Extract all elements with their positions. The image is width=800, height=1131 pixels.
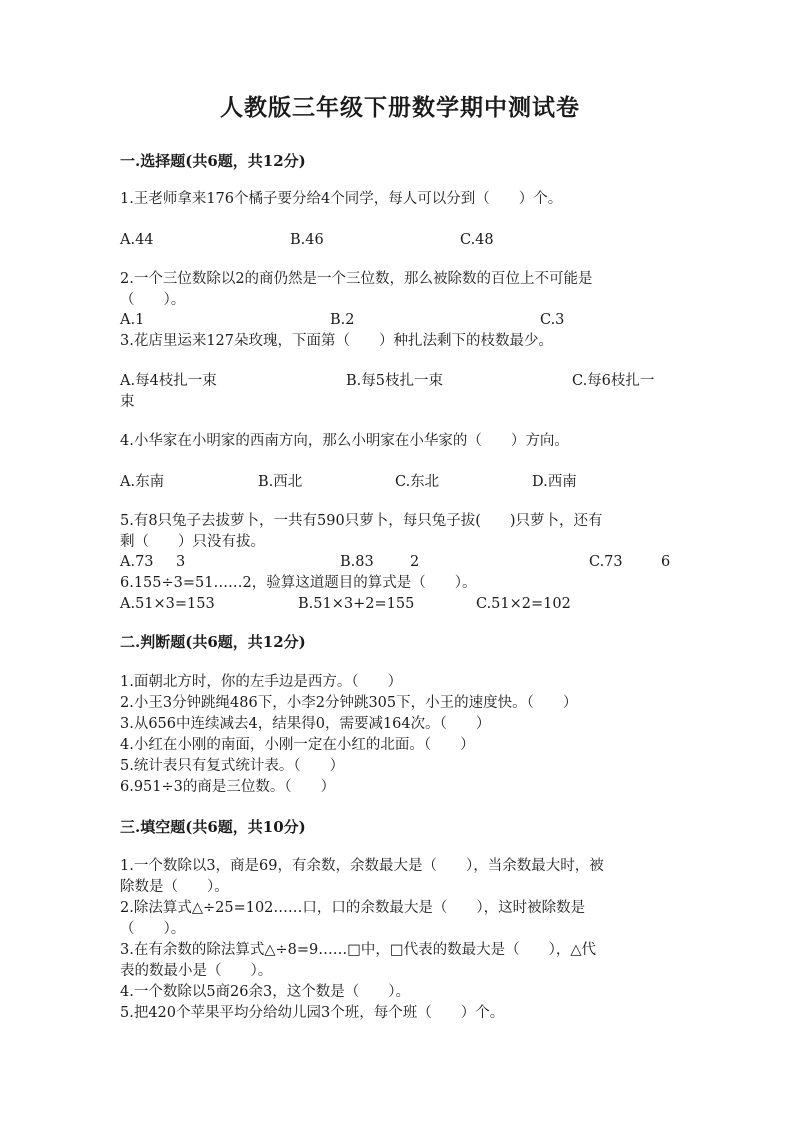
option-c-cont: 束: [120, 394, 135, 410]
option-a: A.1: [120, 312, 145, 328]
judge-item: 6.951÷3的商是三位数。（ ）: [120, 779, 336, 795]
option-c: C.每6枝扎一: [572, 373, 655, 389]
option-d: D.西南: [532, 474, 577, 490]
section-heading-choice: 一.选择题(共6题，共12分): [120, 152, 306, 170]
option-b: B.46: [290, 232, 324, 248]
fill-item: 5.把420个苹果平均分给幼儿园3个班，每个班（ ）个。: [120, 1005, 505, 1021]
option-c: C.51×2=102: [476, 596, 571, 612]
option-b: B.每5枝扎一束: [346, 373, 443, 389]
option-a-value: 3: [176, 554, 186, 570]
judge-item: 3.从656中连续减去4，结果得0，需要减164次。（ ）: [120, 716, 491, 732]
option-c: C.3: [540, 312, 565, 328]
question-text: 5.有8只兔子去拔萝卜，一共有590只萝卜，每只兔子拔( )只萝卜，还有: [120, 513, 603, 529]
option-c: C.东北: [395, 474, 440, 490]
fill-item: 3.在有余数的除法算式△÷8=9……□中，□代表的数最大是（ ），△代: [120, 942, 597, 958]
judge-item: 1.面朝北方时，你的左手边是西方。（ ）: [120, 674, 403, 690]
question-text-cont: 剩（ ）只没有拔。: [120, 534, 265, 550]
option-c: C.48: [460, 232, 494, 248]
option-b-value: 2: [410, 554, 420, 570]
option-c-value: 6: [661, 554, 671, 570]
judge-item: 2.小王3分钟跳绳486下，小李2分钟跳305下，小王的速度快。（ ）: [120, 695, 578, 711]
fill-item: 2.除法算式△÷25=102……口，口的余数最大是（ ），这时被除数是: [120, 900, 586, 916]
fill-item-cont: 表的数最小是（ ）。: [120, 963, 273, 979]
option-a: A.44: [120, 232, 154, 248]
fill-item-cont: （ ）。: [120, 921, 186, 937]
section-heading-fill: 三.填空题(共6题，共10分): [120, 818, 306, 836]
judge-item: 4.小红在小刚的南面，小刚一定在小红的北面。（ ）: [120, 737, 475, 753]
option-a: A.73: [120, 554, 154, 570]
fill-item-cont: 除数是（ ）。: [120, 879, 229, 895]
page-title: 人教版三年级下册数学期中测试卷: [220, 94, 580, 121]
fill-item: 4.一个数除以5商26余3，这个数是（ ）。: [120, 984, 410, 1000]
question-text: 3.花店里运来127朵玫瑰，下面第（ ）种扎法剩下的枝数最少。: [120, 333, 554, 349]
question-text: 4.小华家在小明家的西南方向，那么小明家在小华家的（ ）方向。: [120, 433, 569, 449]
option-a: A.51×3=153: [120, 596, 215, 612]
judge-item: 5.统计表只有复式统计表。（ ）: [120, 758, 345, 774]
question-text: 1.王老师拿来176个橘子要分给4个同学，每人可以分到（ ）个。: [120, 191, 563, 207]
option-a: A.东南: [120, 474, 165, 490]
option-b: B.2: [330, 312, 355, 328]
option-a: A.每4枝扎一束: [120, 373, 217, 389]
section-heading-judge: 二.判断题(共6题，共12分): [120, 633, 306, 651]
question-text: 6.155÷3=51……2，验算这道题目的算式是（ ）。: [120, 575, 477, 591]
option-c: C.73: [589, 554, 623, 570]
fill-item: 1.一个数除以3，商是69，有余数，余数最大是（ ），当余数最大时，被: [120, 858, 604, 874]
option-b: B.51×3+2=155: [298, 596, 415, 612]
option-b: B.西北: [258, 474, 303, 490]
question-text-cont: （ ）。: [120, 292, 186, 308]
question-text: 2.一个三位数除以2的商仍然是一个三位数，那么被除数的百位上不可能是: [120, 271, 593, 287]
option-b: B.83: [340, 554, 374, 570]
